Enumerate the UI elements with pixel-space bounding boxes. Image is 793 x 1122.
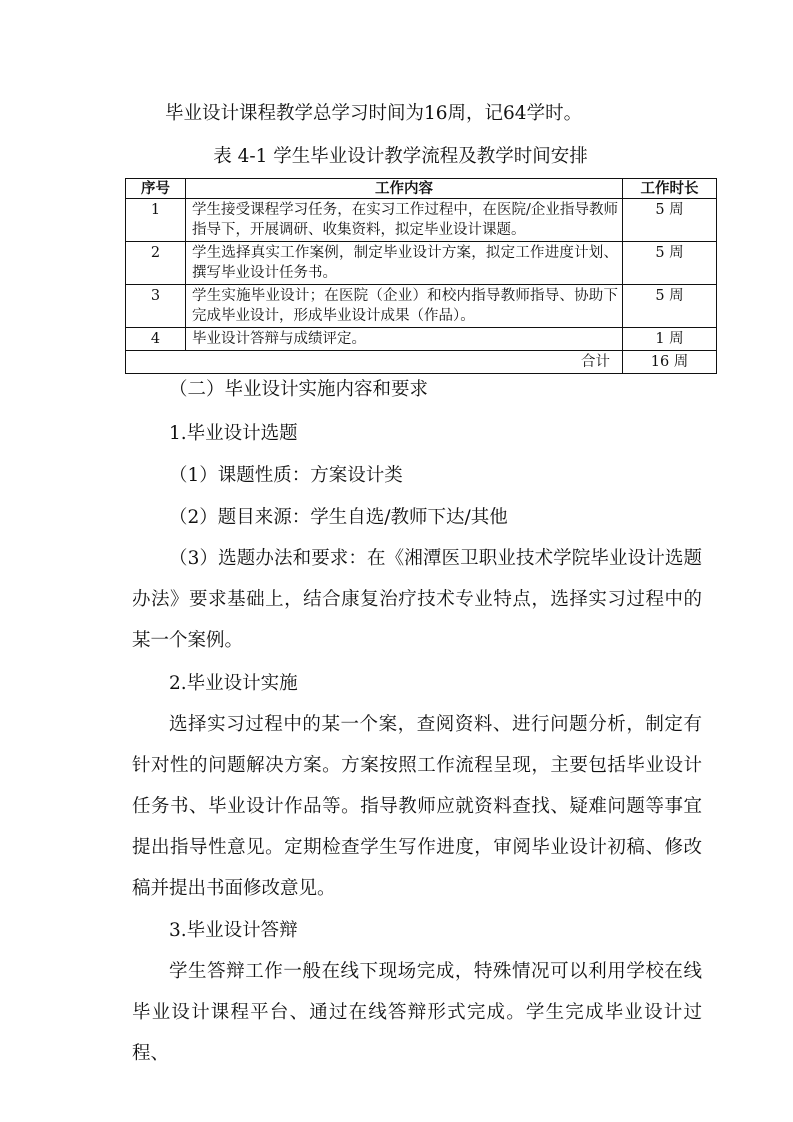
table-row xyxy=(126,285,717,328)
topic-item-nature: （1）课题性质：方案设计类 xyxy=(169,465,403,486)
table-row xyxy=(126,242,717,285)
total-label: 合计 xyxy=(126,351,623,374)
table-header-row xyxy=(126,179,717,199)
subsection-heading-topic: 1.毕业设计选题 xyxy=(169,423,298,444)
header-sequence: 序号 xyxy=(126,179,186,199)
table-row xyxy=(126,328,717,351)
section-heading: （二）毕业设计实施内容和要求 xyxy=(169,379,429,400)
table-caption: 表 4-1 学生毕业设计教学流程及教学时间安排 xyxy=(213,146,588,167)
total-value: 16 周 xyxy=(623,351,717,374)
row-duration: 5 周 xyxy=(623,199,717,242)
row-content: 学生选择真实工作案例，制定毕业设计方案，拟定工作进度计划、撰写毕业设计任务书。 xyxy=(186,242,623,285)
table-row xyxy=(126,199,717,242)
topic-item-source: （2）题目来源：学生自选/教师下达/其他 xyxy=(169,507,508,528)
row-duration: 1 周 xyxy=(623,328,717,351)
workflow-table xyxy=(125,178,717,374)
row-content: 毕业设计答辩与成绩评定。 xyxy=(186,328,623,351)
row-content: 学生实施毕业设计；在医院（企业）和校内指导教师指导、协助下完成毕业设计，形成毕业设计成果（作品）。 xyxy=(186,285,623,328)
row-number: 4 xyxy=(126,328,186,351)
row-number: 3 xyxy=(126,285,186,328)
implementation-paragraph: 选择实习过程中的某一个案，查阅资料、进行问题分析，制定有针对性的问题解决方案。方案按照工作流程呈现，主要包括毕业设计任务书、毕业设计作品等。指导教师应就资料查找、疑难问题等事宜提出指导性意见。定期检查学生写作进度，审阅毕业设计初稿、修改稿并提出书面修改意见。 xyxy=(132,714,702,899)
row-duration: 5 周 xyxy=(623,285,717,328)
topic-item-method: （3）选题办法和要求：在《湘潭医卫职业技术学院毕业设计选题办法》要求基础上，结合康复治疗技术专业特点，选择实习过程中的某一个案例。 xyxy=(132,548,702,651)
row-number: 2 xyxy=(126,242,186,285)
row-content: 学生接受课程学习任务，在实习工作过程中，在医院/企业指导教师指导下，开展调研、收集资料，拟定毕业设计课题。 xyxy=(186,199,623,242)
subsection-heading-implementation: 2.毕业设计实施 xyxy=(169,673,298,694)
row-duration: 5 周 xyxy=(623,242,717,285)
subsection-heading-defense: 3.毕业设计答辩 xyxy=(169,920,298,941)
intro-text: 毕业设计课程教学总学习时间为16周，记64学时。 xyxy=(165,103,583,124)
defense-paragraph: 学生答辩工作一般在线下现场完成，特殊情况可以利用学校在线毕业设计课程平台、通过在线答辩形式完成。学生完成毕业设计过程、 xyxy=(132,961,702,1064)
header-duration: 工作时长 xyxy=(623,179,717,199)
header-work-content: 工作内容 xyxy=(186,179,623,199)
row-number: 1 xyxy=(126,199,186,242)
